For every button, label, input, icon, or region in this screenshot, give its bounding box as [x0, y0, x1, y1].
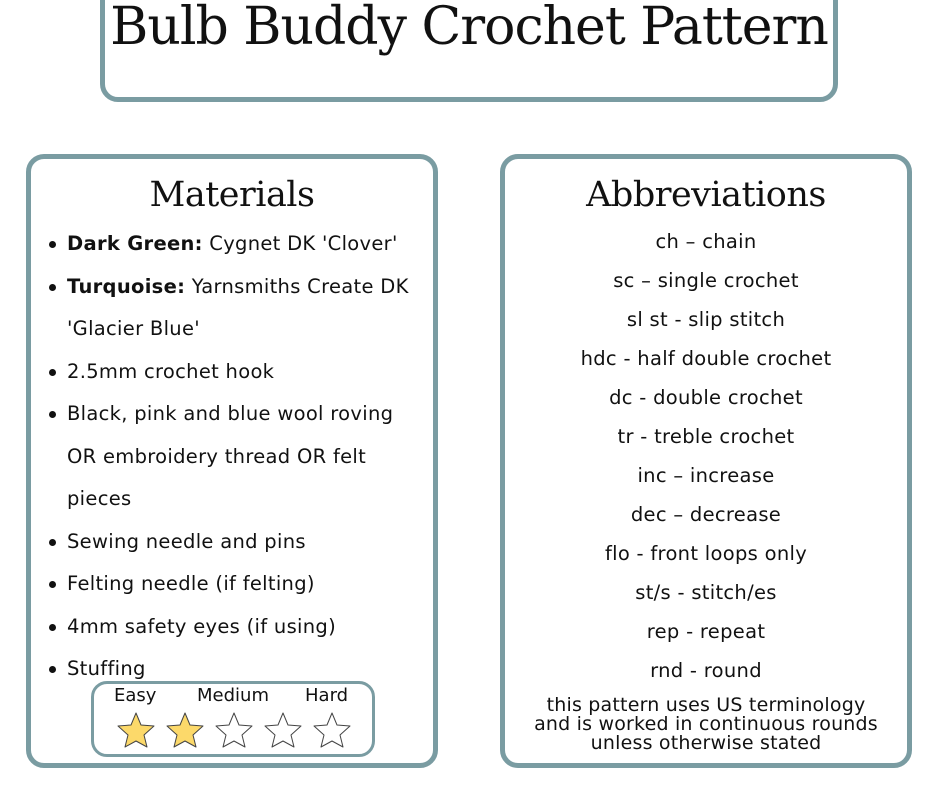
difficulty-hard-label: Hard	[305, 685, 349, 706]
terminology-note: this pattern uses US terminology and is worked in continuous rounds unless otherwise stated	[534, 694, 878, 754]
list-item: sc – single crochet	[613, 269, 799, 292]
list-item: rnd - round	[650, 659, 762, 682]
star-empty-icon	[214, 711, 254, 753]
list-item: tr - treble crochet	[617, 425, 795, 448]
difficulty-easy-label: Easy	[114, 685, 157, 706]
list-item: Dark Green: Cygnet DK 'Clover'	[47, 223, 425, 266]
page-title: Bulb Buddy Crochet Pattern	[110, 0, 828, 57]
list-item: dec – decrease	[630, 503, 782, 526]
list-item: ch – chain	[655, 230, 757, 253]
title-banner	[100, 0, 838, 102]
list-item: Felting needle (if felting)	[47, 563, 425, 606]
list-item: 4mm safety eyes (if using)	[47, 606, 425, 649]
star-filled-icon	[165, 711, 205, 753]
abbreviations-heading: Abbreviations	[586, 175, 826, 215]
list-item: hdc - half double crochet	[580, 347, 832, 370]
abbreviations-list	[505, 222, 907, 690]
star-empty-icon	[263, 711, 303, 753]
list-item: Turquoise: Yarnsmiths Create DK 'Glacier Blue'	[47, 266, 425, 351]
star-rating	[116, 711, 352, 753]
difficulty-rating	[91, 681, 375, 757]
list-item: flo - front loops only	[604, 542, 808, 565]
list-item: Stuffing	[47, 648, 425, 691]
list-item: dc - double crochet	[609, 386, 803, 409]
list-item: st/s - stitch/es	[635, 581, 777, 604]
list-item: rep - repeat	[646, 620, 766, 643]
list-item: inc – increase	[637, 464, 775, 487]
materials-heading: Materials	[149, 175, 315, 215]
materials-panel	[26, 154, 438, 768]
list-item: Sewing needle and pins	[47, 521, 425, 564]
difficulty-medium-label: Medium	[197, 685, 269, 706]
star-filled-icon	[116, 711, 156, 753]
list-item: Black, pink and blue wool roving OR embroidery thread OR felt pieces	[47, 393, 425, 521]
list-item: sl st - slip stitch	[626, 308, 786, 331]
abbreviations-panel	[500, 154, 912, 768]
list-item: 2.5mm crochet hook	[47, 351, 425, 394]
star-empty-icon	[312, 711, 352, 753]
materials-list	[47, 223, 425, 691]
